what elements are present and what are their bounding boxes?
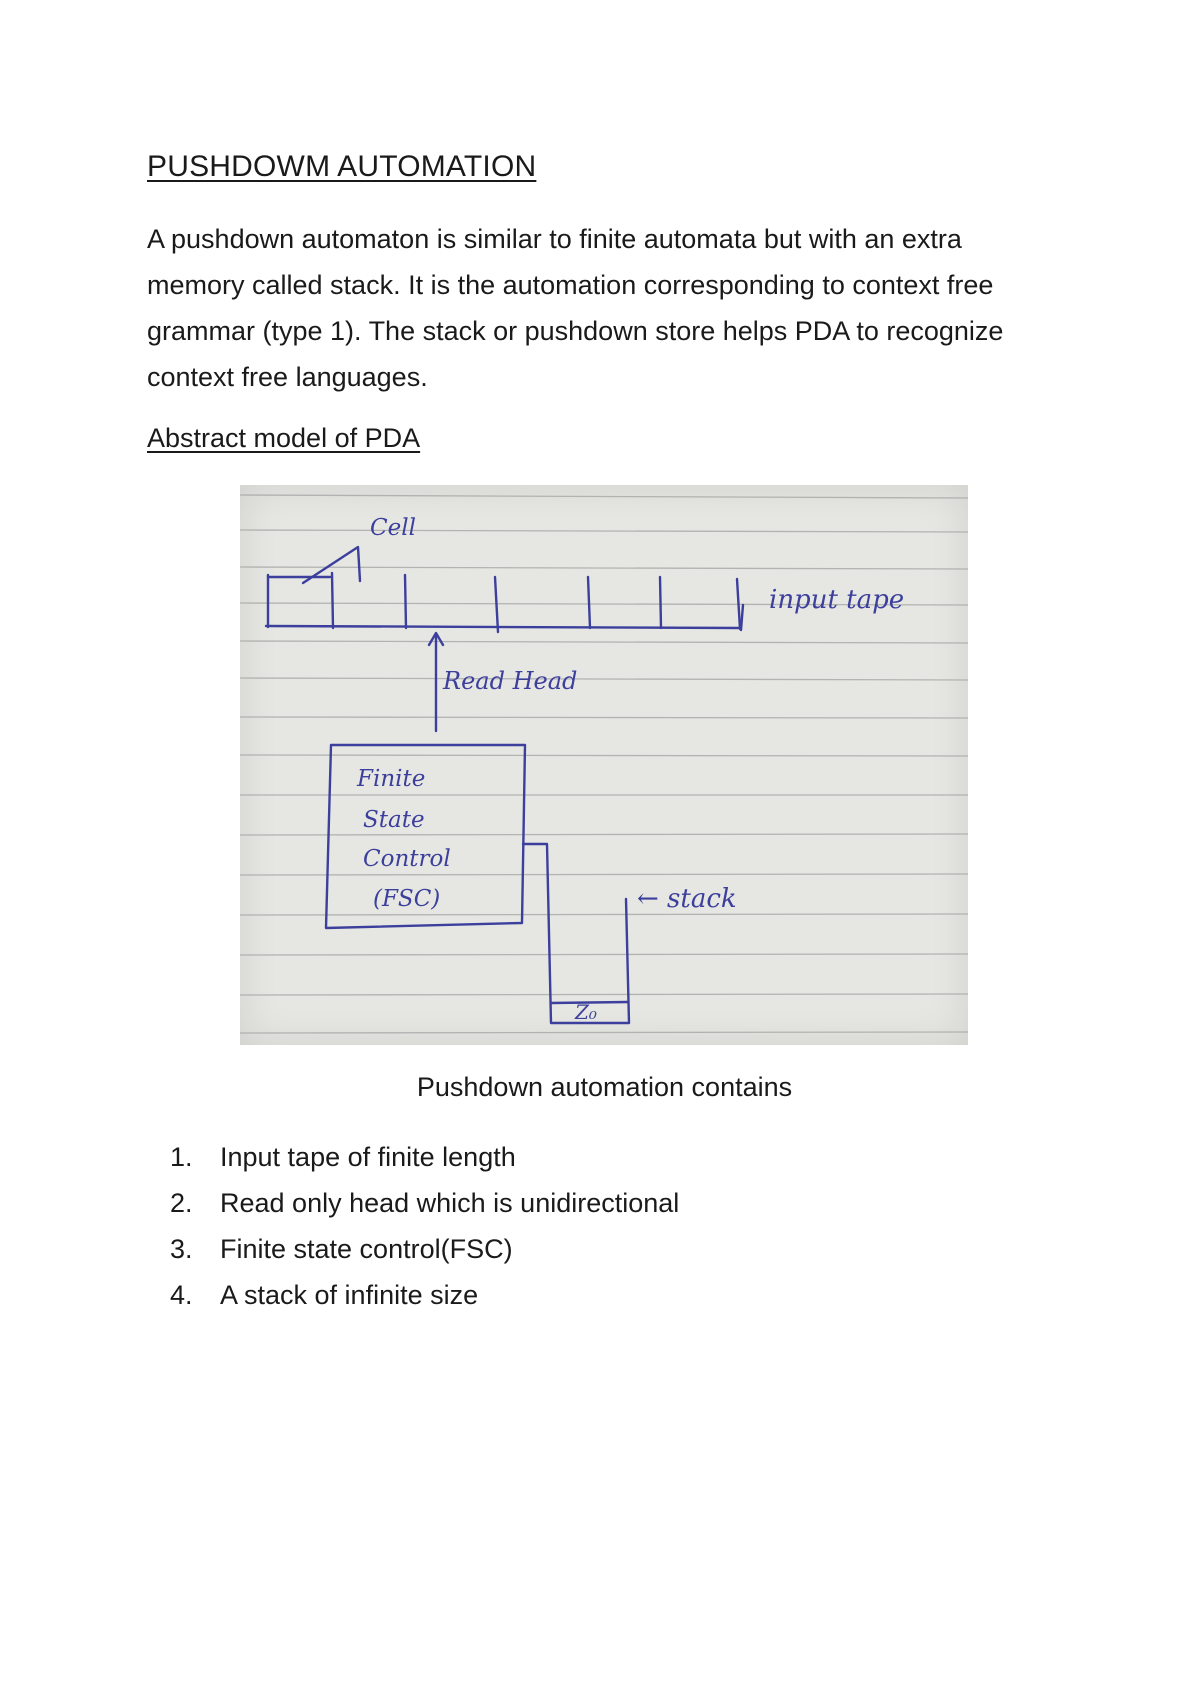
input-tape-label: input tape (769, 585, 905, 615)
stack-label: ← stack (637, 884, 737, 914)
list-item-text: Input tape of finite length (220, 1142, 516, 1172)
stack (523, 844, 629, 1023)
list-item (170, 1272, 679, 1318)
intro-paragraph: A pushdown automaton is similar to finite automata but with an extra memory called stack. It is the automation corresponding to context free grammar (type 1). The stack or pushdown store helps PDA to recognize context free languages. (147, 224, 1004, 392)
page-title: PUSHDOWM AUTOMATION (147, 150, 537, 183)
contents-list (170, 1134, 679, 1318)
fsc-label-line-4: (FSC) (373, 886, 441, 912)
list-item (170, 1180, 679, 1226)
list-item-number: 2. (170, 1188, 193, 1218)
read-head-arrow (429, 633, 443, 731)
fsc-label-line-3: Control (363, 846, 451, 872)
fsc-label-line-1: Finite (357, 766, 426, 792)
list-item (170, 1226, 679, 1272)
cell-label: Cell (370, 515, 416, 541)
ruled-lines (240, 495, 968, 1033)
fsc-label-line-2: State (363, 807, 425, 833)
list-item-text: Finite state control(FSC) (220, 1234, 513, 1264)
list-item-text: A stack of infinite size (220, 1280, 479, 1310)
input-tape (266, 573, 743, 632)
list-item (170, 1134, 679, 1180)
pda-diagram-photo (240, 485, 968, 1045)
list-item-text: Read only head which is unidirectional (220, 1188, 680, 1218)
section-heading: Abstract model of PDA (147, 423, 421, 453)
read-head-label: Read Head (443, 667, 578, 695)
figure-caption: Pushdown automation contains (416, 1072, 793, 1102)
list-item-number: 1. (170, 1142, 193, 1172)
list-item-number: 3. (170, 1234, 193, 1264)
list-item-number: 4. (170, 1280, 193, 1310)
stack-bottom-label: Z₀ (575, 1000, 597, 1024)
